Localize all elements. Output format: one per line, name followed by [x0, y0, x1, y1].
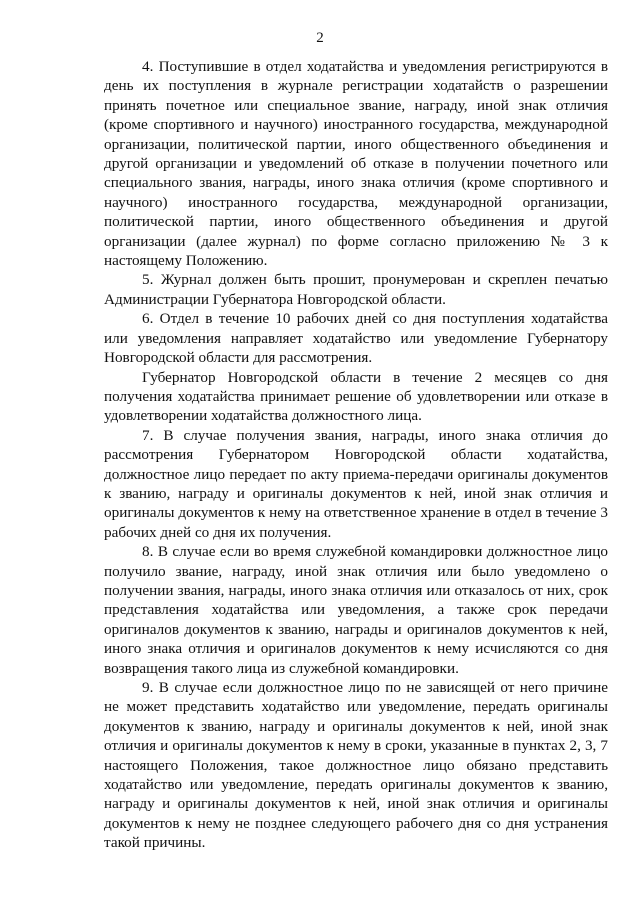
document-body — [104, 57, 608, 853]
paragraph-item-5: 5. Журнал должен быть прошит, пронумерован и скреплен печатью Администрации Губернатора Новгородской области. — [104, 271, 608, 308]
paragraph-item-8: 8. В случае если во время служебной командировки должностное лицо получило звание, награду, иной знак отличия или было уведомлено о получении звания, награды, иного знака отличия или отказалось от них, срок представления ходатайства или уведомления, а также срок передачи оригиналов документов к званию, награды и оригиналов документов к ней, иного знака отличия и оригиналов документов к нему исчисляются со дня возвращения такого лица из служебной командировки. — [104, 543, 608, 677]
page-number: 2 — [316, 30, 324, 46]
paragraph-item-9: 9. В случае если должностное лицо по не зависящей от него причине не может представить ходатайство или уведомление, передать оригиналы документов к званию, награду и оригиналы документов к ней, иной знак отличия и оригиналы документов к нему в сроки, указанные в пунктах 2, 3, 7 настоящего Положения, такое должностное лицо обязано представить ходатайство или уведомление, передать оригиналы документов к званию, награду и оригиналы документов к ней, иной знак отличия и оригиналы документов к нему не позднее следующего рабочего дня со дня устранения такой причины. — [104, 679, 608, 852]
paragraph-item-7: 7. В случае получения звания, награды, иного знака отличия до рассмотрения Губернатором Новгородской области ходатайства, должностное лицо передает по акту приема-передачи оригиналы документов к званию, награду и оригиналы документов к ней, иной знак отличия и оригиналы документов к нему на ответственное хранение в отдел в течение 3 рабочих дней со дня их получения. — [104, 426, 608, 541]
paragraph-governor-decision: Губернатор Новгородской области в течение 2 месяцев со дня получения ходатайства принимает решение об удовлетворении или отказе в удовлетворении ходатайства должностного лица. — [104, 368, 608, 425]
paragraph-item-4: 4. Поступившие в отдел ходатайства и уведомления регистрируются в день их поступления в журнале регистрации ходатайств о разрешении принять почетное или специальное звание, награду, иной знак отличия (кроме спортивного и научного) иностранного государства, международной организации, политической партии, иного общественного объединения и другой организации и уведомлений об отказе в получении почетного или специального звания, награды, иного знака отличия (кроме спортивного и научного) иностранного государства, международной организации, политической партии, иного общественного объединения и другой организации (далее журнал) по форме согласно приложению № 3 к настоящему Положению. — [104, 58, 608, 270]
paragraph-item-6: 6. Отдел в течение 10 рабочих дней со дня поступления ходатайства или уведомления направляет ходатайство или уведомление Губернатору Новгородской области для рассмотрения. — [104, 310, 608, 367]
